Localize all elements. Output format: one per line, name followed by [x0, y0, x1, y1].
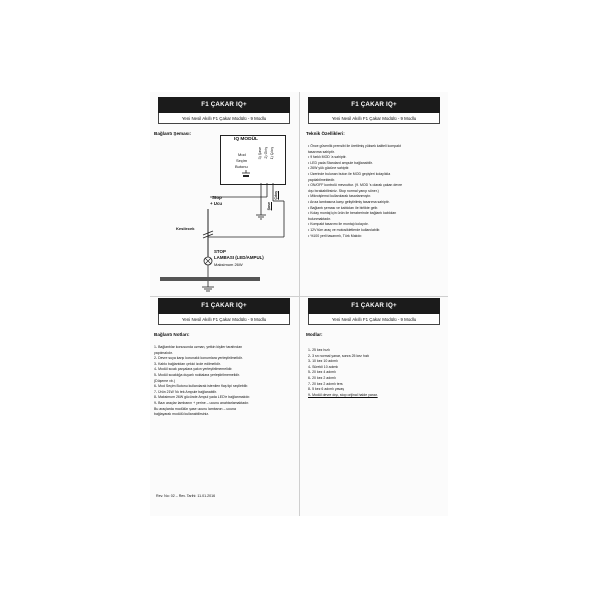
list-item: • Mikroişlemci kullanılarak tasarlanmıştır.	[308, 194, 372, 199]
lamp-label-line-1: STOP	[214, 249, 226, 254]
list-item: 2- Devre suya karşı korunaklı konumlara yerleştirilmelidir.	[154, 356, 243, 361]
list-item: • Kompakt tasarımı ile montajı kolaydır.	[308, 222, 369, 227]
horizontal-divider	[150, 296, 448, 297]
modes-section-title: Modlar:	[306, 332, 323, 337]
panel-header-title: F1 ÇAKAR IQ+	[308, 97, 440, 113]
list-item: • Kolay montaj için ürün ile beraberinde bağlantı kabloları	[308, 211, 397, 216]
list-item: yapılmalıdır.	[154, 350, 173, 355]
panel-header-title: F1 ÇAKAR IQ+	[158, 298, 290, 314]
list-item-last: 9- Modül devre dışı, stop orijinal halde yanar.	[308, 392, 378, 397]
list-item: 7- Ürün 21W 'lık tek Ampule bağlanabilir.	[154, 389, 217, 394]
sase-label: Şase	[267, 202, 271, 211]
notes-section-title: Bağlantı Notları:	[154, 332, 190, 337]
panel-header-subtitle: Yeni Nesil Akıllı F1 Çakar Modülü - 9 Modlu	[308, 113, 440, 124]
list-item: • Bağlantı şeması ve kabloları ile birlikte gelir.	[308, 205, 379, 210]
list-item: 2- 3 sn normal yanar, sonra 25 kez hızlı	[308, 353, 370, 358]
list-item: 6- Mod Seçim Butonu kullanılarak istenilen flaş tipi seçilebilir.	[154, 384, 249, 389]
panel-header-subtitle: Yeni Nesil Akıllı F1 Çakar Modülü - 9 Modlu	[308, 314, 440, 325]
mode-button-line-1: Mod	[238, 152, 246, 157]
list-item: • ON/OFF kontrolü mevcuttur. (9. MOD 's olarak çakan devre	[308, 183, 403, 188]
pin-3-label: 3) Şase	[258, 147, 262, 160]
stop-label-line-1: Stop	[212, 195, 222, 200]
revision-info: Rev. No: 02 – Rev. Tarihi: 11.01.2016	[156, 494, 216, 498]
list-item: • Önce güvenlik prensibi ile üretilmiş yüksek kaliteli kompakt	[308, 144, 401, 148]
lamp-max-label: Maksimum 26W	[214, 262, 243, 267]
panel-wiring	[150, 97, 298, 296]
list-item: 5- Modül sıcaklığa duyarlı noktalara yerleştirilmemelidir.	[154, 372, 240, 377]
list-item: 4- Modül sıcak parçalara yakın yerleştirilmemelidir.	[154, 367, 233, 372]
panel-modes	[300, 298, 448, 514]
list-item: yapılabilmektedir.	[308, 177, 336, 182]
panel-notes	[150, 298, 298, 514]
panel-header-title: F1 ÇAKAR IQ+	[308, 298, 440, 314]
list-item: 8- Maksimum 26W gücünde Ampul yada LED'e bağlanmalıdır.	[154, 395, 251, 400]
list-item: (Düşeme vb.)	[154, 378, 176, 383]
lamp-label-line-2: LAMBASI (LED/AMPUL)	[214, 255, 264, 260]
list-item: 1- 25 kez hızlı	[308, 348, 330, 352]
list-item: bulunmaktadır.	[308, 216, 331, 221]
panel-header-subtitle: Yeni Nesil Akıllı F1 Çakar Modülü - 9 Modlu	[158, 113, 290, 124]
list-item: 4- Sürekli 10 adımlı	[308, 364, 339, 369]
stop-label-line-2: + Ucu	[210, 201, 223, 206]
modes-list	[308, 348, 378, 398]
pin-2-label: 2) Giriş	[264, 147, 268, 159]
panel-header-subtitle: Yeni Nesil Akıllı F1 Çakar Modülü - 9 Modlu	[158, 314, 290, 325]
panel-features	[300, 97, 448, 296]
list-item: bağlayarak modülü kullanabilirsiniz.	[154, 412, 210, 417]
list-item: 7- 20 kez 2 adımlı ters	[308, 381, 343, 386]
pin-1-label: 1) Çıkış	[270, 147, 274, 160]
notes-list	[154, 345, 250, 418]
list-item: • %100 yerli tasarımlı, Türk Malıdır.	[308, 233, 363, 238]
kesilecek-label: Kesilecek	[176, 226, 195, 231]
list-item: Bu araçlarda modülün şase ucunu lambanın – ucuna	[154, 406, 236, 411]
mode-button-line-2: Seçim	[236, 158, 248, 163]
list-item: 8- 5 kez 6 adımlı yavaş	[308, 387, 344, 392]
list-item: • LED yada Standard ampule bağlanabilir.	[308, 160, 373, 165]
list-item: 1- Bağlantılar konusunda uzman, yetkin kişiler tarafından	[154, 345, 243, 349]
list-item: 5- 20 kez 4 adımlı	[308, 370, 336, 375]
wiring-section-title: Bağlantı Şeması:	[154, 131, 192, 136]
list-item: dışı bırakabilirsiniz. Stop normal yanıp söner.)	[308, 188, 379, 193]
panel-header-title: F1 ÇAKAR IQ+	[158, 97, 290, 113]
list-item: • 26W yük gücüne sahiptir.	[308, 166, 350, 171]
list-item: • 12V tüm araç ve motosikletlerde kullanılabilir.	[308, 227, 381, 232]
list-item: • Üzerinde bulunan buton ile MOD geçişleri kolaylıkla	[308, 171, 391, 176]
list-item: 3- Kablo bağlantıları çekici izole edilmelidir.	[154, 361, 221, 366]
list-item: • Arıza lambasına karşı geliştirilmiş tasarıma sahiptir.	[308, 199, 390, 204]
module-title: IQ MODÜL	[234, 137, 258, 142]
cikis-label: Çıkış	[274, 191, 278, 200]
list-item: 9- Bazı araçlar lambanın + yerine – ucunu anahtarlamaktadır.	[154, 400, 250, 405]
list-item: 6- 20 kez 2 adımlı	[308, 375, 336, 380]
list-item: 3- 10 kez 10 adımlı	[308, 359, 338, 364]
list-item: • 9 farklı MOD 'a sahiptir.	[308, 155, 347, 160]
features-list	[308, 144, 402, 239]
features-section-title: Teknik Özellikleri:	[306, 131, 345, 136]
list-item: tasarıma sahiptir.	[308, 149, 335, 154]
mode-button-line-3: Butonu	[235, 164, 248, 169]
